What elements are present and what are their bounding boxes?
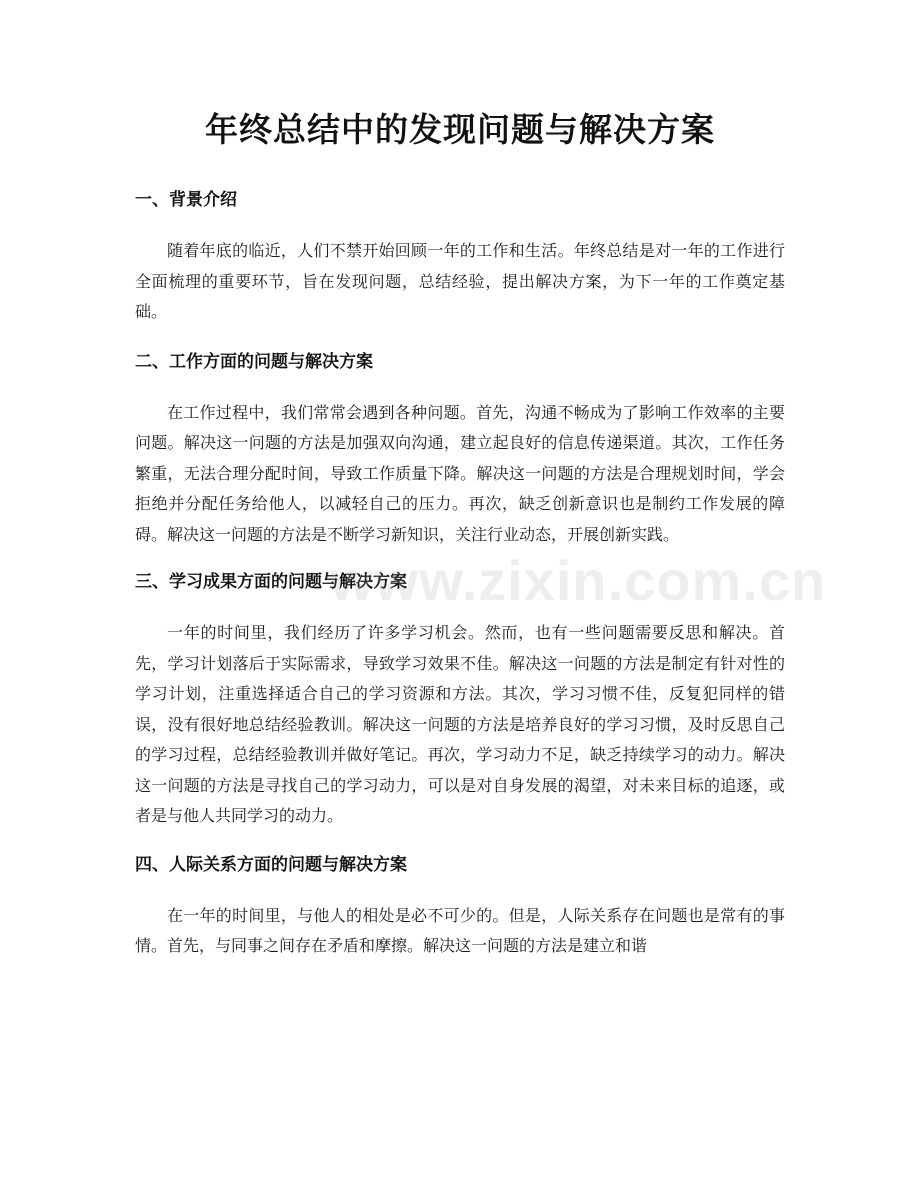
- section-paragraph-background: 随着年底的临近，人们不禁开始回顾一年的工作和生活。年终总结是对一年的工作进行全面梳理的重要环节，旨在发现问题，总结经验，提出解决方案，为下一年的工作奠定基础。: [135, 241, 785, 321]
- section-paragraph-relationships: 在一年的时间里，与他人的相处是必不可少的。但是，人际关系存在问题也是常有的事情。首先，与同事之间存在矛盾和摩擦。解决这一问题的方法是建立和谐: [135, 905, 785, 955]
- section-heading-work: 二、工作方面的问题与解决方案: [135, 351, 373, 372]
- section-heading-background: 一、背景介绍: [135, 190, 237, 210]
- section-heading-relationships: 四、人际关系方面的问题与解决方案: [135, 854, 407, 875]
- watermark: www.zixin.com.cn: [330, 549, 827, 612]
- section-paragraph-work: 在工作过程中，我们常常会遇到各种问题。首先，沟通不畅成为了影响工作效率的主要问题。解决这一问题的方法是加强双向沟通，建立起良好的信息传递渠道。其次，工作任务繁重，无法合理分配时间，导致工作质量下降。解决这一问题的方法是合理规划时间，学会拒绝并分配任务给他人，以减轻自己的压力。再次，缺乏创新意识也是制约工作发展的障碍。解决这一问题的方法是不断学习新知识，关注行业动态，开展创新实践。: [135, 402, 785, 544]
- section-heading-learning: 三、学习成果方面的问题与解决方案: [135, 572, 407, 592]
- document-title: 年终总结中的发现问题与解决方案: [205, 110, 715, 149]
- section-paragraph-learning: 一年的时间里，我们经历了许多学习机会。然而，也有一些问题需要反思和解决。首先，学习计划落后于实际需求，导致学习效果不佳。解决这一问题的方法是制定有针对性的学习计划，注重选择适合自己的学习资源和方法。其次，学习习惯不佳，反复犯同样的错误，没有很好地总结经验教训。解决这一问题的方法是培养良好的学习习惯，及时反思自己的学习过程，总结经验教训并做好笔记。再次，学习动力不足，缺乏持续学习的动力。解决这一问题的方法是寻找自己的学习动力，可以是对自身发展的渴望，对未来目标的追逐，或者是与他人共同学习的动力。: [135, 623, 785, 825]
